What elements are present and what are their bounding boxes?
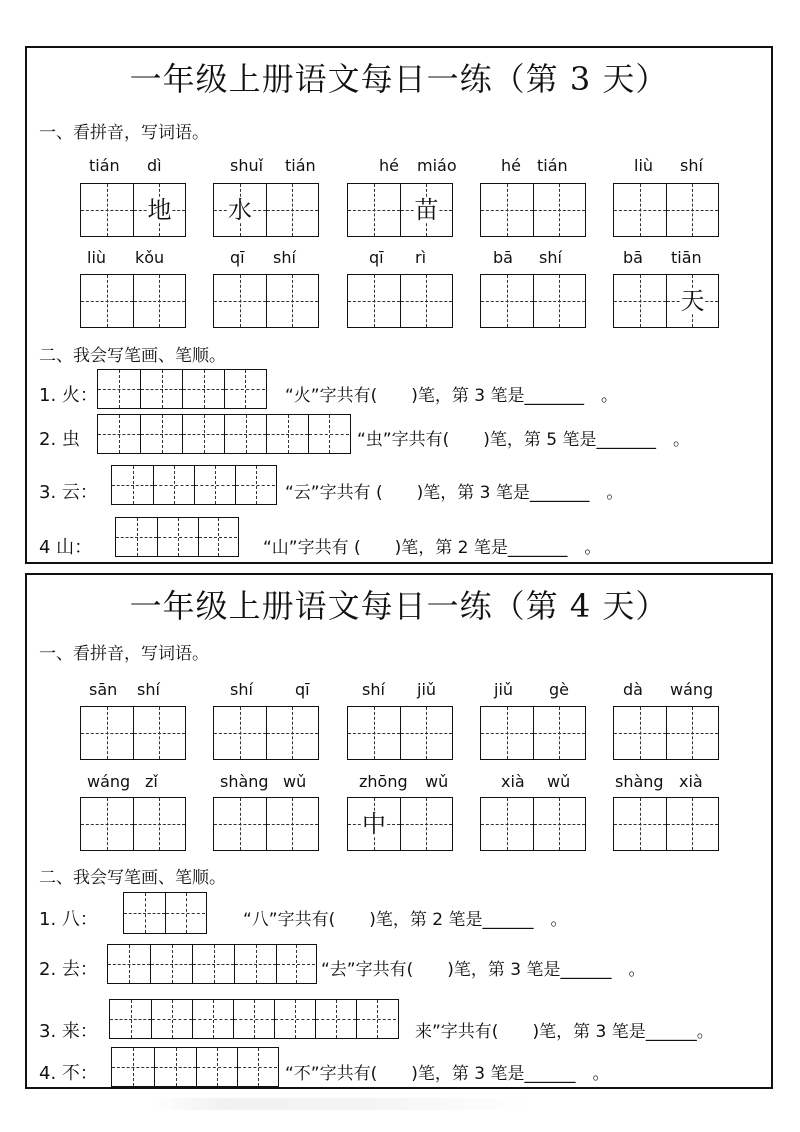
pinyin-label: xià (679, 772, 703, 791)
writing-cell[interactable] (666, 707, 718, 759)
writing-box-pair[interactable] (613, 183, 719, 237)
question-label: 3. 云： (39, 482, 98, 503)
pinyin-label: tián (537, 156, 568, 175)
writing-box-pair[interactable] (80, 706, 186, 760)
writing-cell[interactable]: 水 (214, 184, 266, 236)
writing-cell[interactable] (614, 184, 666, 236)
pinyin-label: shí (137, 680, 160, 699)
writing-cell[interactable] (533, 275, 585, 327)
stroke-order-grid[interactable] (97, 414, 351, 454)
writing-cell[interactable]: 苗 (400, 184, 452, 236)
writing-box-pair[interactable] (80, 183, 186, 237)
pinyin-label: shàng (615, 772, 664, 791)
stroke-cell[interactable] (112, 1048, 154, 1086)
stroke-order-grid[interactable] (115, 517, 239, 557)
pinyin-label: zhōng (359, 772, 408, 791)
writing-box-pair[interactable] (347, 183, 453, 237)
writing-cell[interactable] (266, 275, 318, 327)
stroke-cell[interactable] (194, 466, 235, 504)
pinyin-label: tiān (671, 248, 702, 267)
writing-cell[interactable] (400, 798, 452, 850)
writing-cell[interactable]: 中 (348, 798, 400, 850)
stroke-order-grid[interactable] (111, 1047, 279, 1087)
writing-box-pair[interactable] (480, 274, 586, 328)
writing-cell[interactable] (614, 275, 666, 327)
pinyin-label: qī (369, 248, 384, 267)
question-text: “去”字共有( )笔，第 3 笔是______ 。 (321, 960, 646, 980)
stroke-cell[interactable] (308, 415, 349, 453)
stroke-cell[interactable] (266, 415, 308, 453)
stroke-cell[interactable] (151, 1000, 192, 1038)
pinyin-label: shàng (220, 772, 269, 791)
question-text: “八”字共有( )笔，第 2 笔是______ 。 (243, 910, 568, 930)
stroke-cell[interactable] (110, 1000, 151, 1038)
stroke-order-grid[interactable] (111, 465, 277, 505)
pinyin-label: sān (89, 680, 118, 699)
writing-cell[interactable] (400, 275, 452, 327)
writing-cell[interactable] (133, 707, 185, 759)
pinyin-label: hé (379, 156, 399, 175)
writing-box-pair[interactable] (480, 797, 586, 851)
writing-box-pair[interactable] (213, 706, 319, 760)
stroke-order-grid[interactable] (97, 369, 267, 409)
writing-cell[interactable] (348, 707, 400, 759)
stroke-cell[interactable] (315, 1000, 356, 1038)
stroke-cell[interactable] (233, 1000, 274, 1038)
pinyin-label: xià (501, 772, 525, 791)
section-heading-strokes: 二、我会写笔画、笔顺。 (39, 346, 226, 366)
pinyin-label: shí (539, 248, 562, 267)
writing-cell[interactable] (266, 798, 318, 850)
stroke-cell[interactable] (224, 415, 266, 453)
worksheet-day-3 (25, 46, 773, 564)
pinyin-label: hé (501, 156, 521, 175)
pinyin-label: wáng (670, 680, 714, 699)
pinyin-label: dà (623, 680, 643, 699)
writing-cell[interactable] (133, 275, 185, 327)
writing-cell[interactable]: 天 (666, 275, 718, 327)
worksheet-title: 一年级上册语文每日一练（第 3 天） (129, 60, 669, 98)
question-label: 4 山： (39, 537, 93, 558)
stroke-cell[interactable] (235, 466, 275, 504)
pinyin-label: bā (623, 248, 643, 267)
pinyin-label: shí (230, 680, 253, 699)
stroke-cell[interactable] (276, 945, 315, 983)
writing-box-pair[interactable] (213, 274, 319, 328)
writing-cell[interactable] (81, 184, 133, 236)
writing-cell[interactable] (481, 707, 533, 759)
writing-cell[interactable] (614, 798, 666, 850)
writing-box-pair[interactable] (480, 706, 586, 760)
pinyin-label: wǔ (425, 772, 449, 791)
question-label: 1. 八： (39, 909, 98, 930)
pinyin-label: wǔ (283, 772, 307, 791)
pinyin-label: liù (87, 248, 107, 267)
stroke-cell[interactable] (237, 1048, 277, 1086)
writing-cell[interactable] (81, 798, 133, 850)
pinyin-label: wáng (87, 772, 131, 791)
pinyin-label: rì (415, 248, 427, 267)
writing-box-pair[interactable] (480, 183, 586, 237)
stroke-cell[interactable] (153, 466, 194, 504)
stroke-cell[interactable] (150, 945, 192, 983)
pinyin-label: zǐ (145, 772, 158, 791)
pinyin-label: jiǔ (417, 680, 437, 699)
section-heading-pinyin: 一、看拼音，写词语。 (39, 644, 209, 664)
writing-cell[interactable] (348, 275, 400, 327)
writing-cell[interactable] (214, 707, 266, 759)
writing-box-pair[interactable] (213, 183, 319, 237)
question-text: “虫”字共有( )笔，第 5 笔是_______ 。 (357, 430, 691, 450)
stroke-cell[interactable] (165, 893, 205, 933)
stroke-cell[interactable] (274, 1000, 315, 1038)
writing-box-pair[interactable] (80, 274, 186, 328)
stroke-order-grid[interactable] (107, 944, 317, 984)
question-text: “不”字共有( )笔，第 3 笔是______ 。 (285, 1064, 610, 1084)
writing-cell[interactable] (133, 798, 185, 850)
pinyin-label: jiǔ (494, 680, 514, 699)
pinyin-label: tián (285, 156, 316, 175)
pinyin-label: shí (362, 680, 385, 699)
writing-cell[interactable] (214, 275, 266, 327)
writing-box-pair[interactable] (613, 797, 719, 851)
stroke-cell[interactable] (112, 466, 153, 504)
writing-cell[interactable] (481, 184, 533, 236)
question-text: “山”字共有 ( )笔，第 2 笔是_______ 。 (263, 538, 602, 558)
writing-box-pair[interactable] (213, 797, 319, 851)
stroke-cell[interactable] (198, 518, 237, 556)
stroke-cell[interactable] (154, 1048, 196, 1086)
stroke-cell[interactable] (108, 945, 150, 983)
writing-cell[interactable] (81, 707, 133, 759)
writing-cell[interactable] (348, 184, 400, 236)
writing-cell[interactable] (400, 707, 452, 759)
question-label: 2. 虫 (39, 429, 80, 450)
pinyin-label: wǔ (547, 772, 571, 791)
pinyin-label: gè (549, 680, 569, 699)
pinyin-label: kǒu (135, 248, 165, 267)
writing-cell[interactable] (481, 275, 533, 327)
writing-box-pair[interactable] (613, 706, 719, 760)
writing-cell[interactable] (533, 798, 585, 850)
pinyin-label: shí (680, 156, 703, 175)
pinyin-label: bā (493, 248, 513, 267)
stroke-cell[interactable] (356, 1000, 396, 1038)
question-label: 1. 火： (39, 385, 98, 406)
question-text: “云”字共有 ( )笔，第 3 笔是_______ 。 (285, 483, 624, 503)
pinyin-label: qī (230, 248, 245, 267)
writing-box-pair[interactable] (613, 274, 719, 328)
worksheet-day-4 (25, 573, 773, 1089)
writing-cell[interactable] (81, 275, 133, 327)
stroke-cell[interactable] (182, 370, 224, 408)
stroke-cell[interactable] (182, 415, 224, 453)
writing-cell[interactable] (214, 798, 266, 850)
section-heading-pinyin: 一、看拼音，写词语。 (39, 123, 209, 143)
question-text: “火”字共有( )笔，第 3 笔是_______ 。 (285, 386, 619, 406)
writing-cell[interactable] (533, 184, 585, 236)
writing-cell[interactable] (666, 798, 718, 850)
pinyin-label: liù (634, 156, 654, 175)
pinyin-label: dì (147, 156, 162, 175)
pinyin-label: qī (295, 680, 310, 699)
stroke-cell[interactable] (116, 518, 157, 556)
stroke-cell[interactable] (224, 370, 265, 408)
section-heading-strokes: 二、我会写笔画、笔顺。 (39, 868, 226, 888)
stroke-order-grid[interactable] (109, 999, 399, 1039)
stroke-cell[interactable] (98, 415, 140, 453)
question-label: 4. 不： (39, 1063, 98, 1084)
writing-cell[interactable] (266, 707, 318, 759)
writing-cell[interactable] (266, 184, 318, 236)
pinyin-label: shuǐ (230, 156, 264, 175)
writing-cell[interactable] (614, 707, 666, 759)
writing-cell[interactable]: 地 (133, 184, 185, 236)
stroke-cell[interactable] (98, 370, 140, 408)
scan-artifact (150, 1098, 530, 1110)
writing-box-pair[interactable] (347, 797, 453, 851)
writing-box-pair[interactable] (347, 706, 453, 760)
stroke-cell[interactable] (234, 945, 276, 983)
pinyin-label: tián (89, 156, 120, 175)
stroke-cell[interactable] (192, 1000, 233, 1038)
question-label: 2. 去： (39, 959, 98, 980)
pinyin-label: miáo (417, 156, 457, 175)
writing-cell[interactable] (666, 184, 718, 236)
stroke-cell[interactable] (157, 518, 198, 556)
stroke-cell[interactable] (196, 1048, 237, 1086)
writing-cell[interactable] (533, 707, 585, 759)
writing-box-pair[interactable] (80, 797, 186, 851)
stroke-cell[interactable] (124, 893, 165, 933)
stroke-cell[interactable] (192, 945, 234, 983)
pinyin-label: shí (273, 248, 296, 267)
stroke-order-grid[interactable] (123, 892, 207, 934)
question-label: 3. 来： (39, 1021, 98, 1042)
stroke-cell[interactable] (140, 370, 182, 408)
stroke-cell[interactable] (140, 415, 182, 453)
question-text: 来”字共有( )笔，第 3 笔是______。 (415, 1022, 714, 1042)
writing-cell[interactable] (481, 798, 533, 850)
worksheet-title: 一年级上册语文每日一练（第 4 天） (129, 587, 669, 625)
writing-box-pair[interactable] (347, 274, 453, 328)
